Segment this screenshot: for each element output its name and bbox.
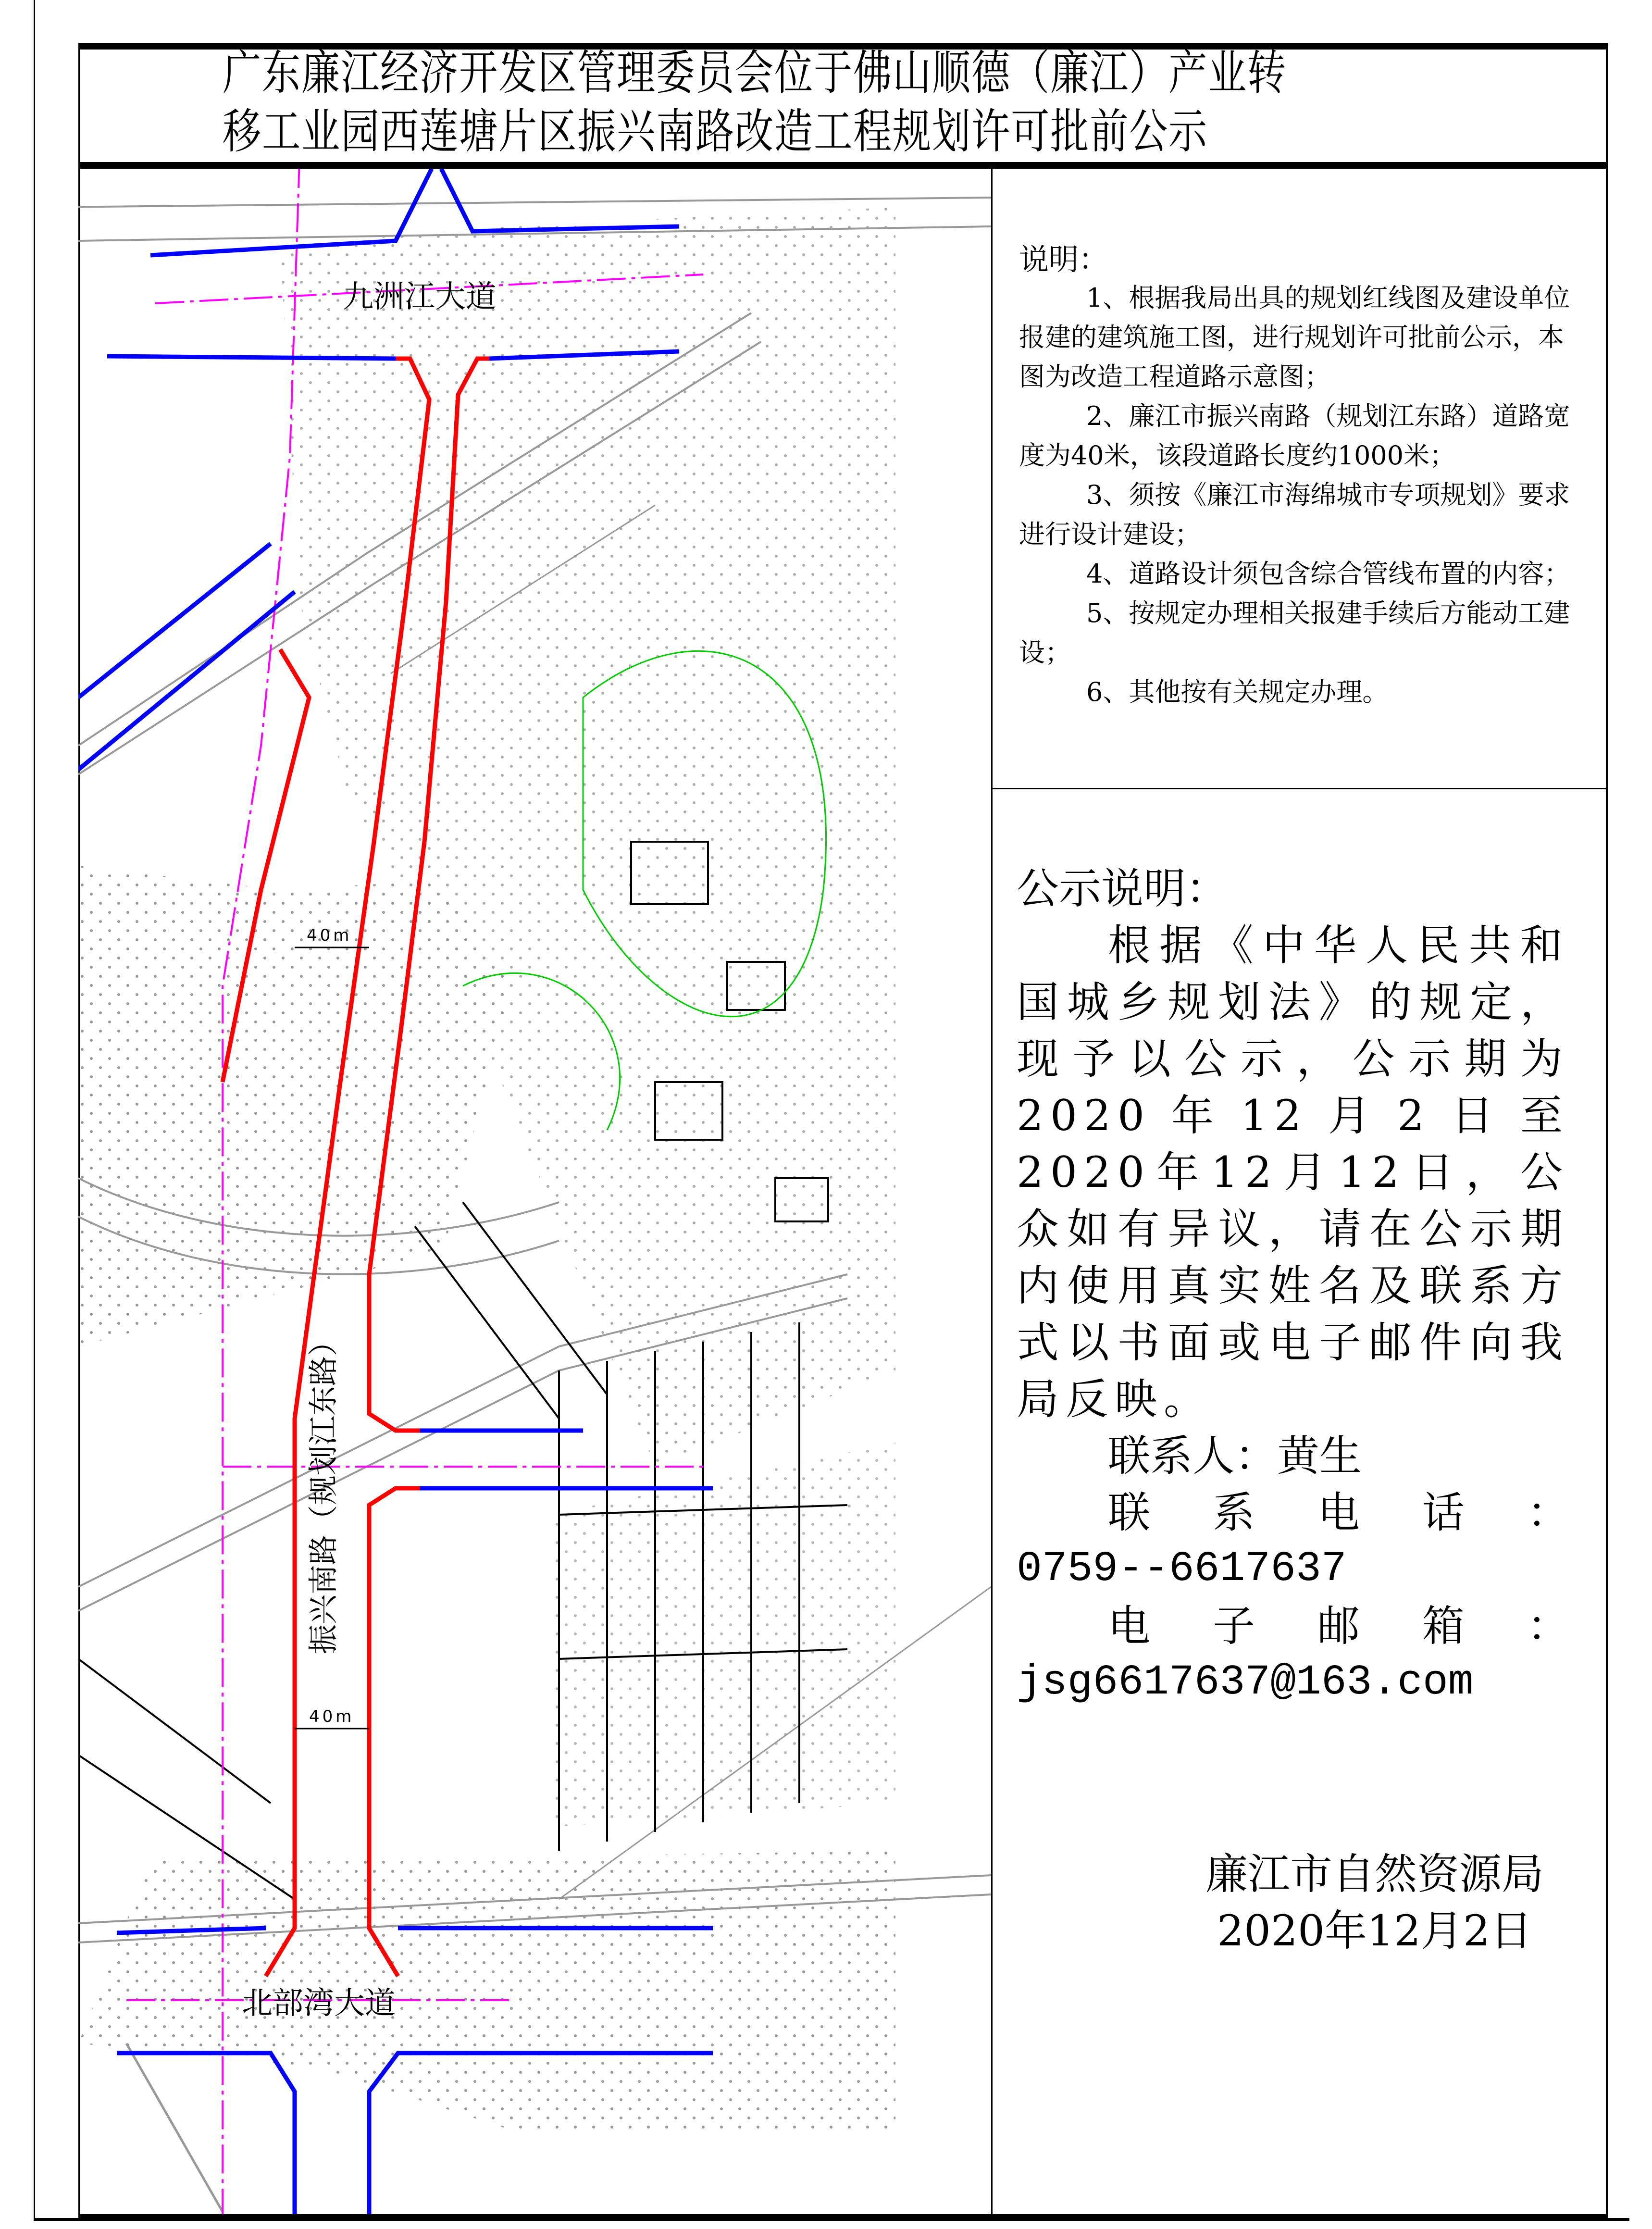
label-char: 箱 (1422, 1601, 1465, 1651)
width-dimension-label: 40m (309, 1707, 355, 1726)
issuing-organization: 廉江市自然资源局 (1205, 1849, 1544, 1899)
label-char: ： (1527, 1601, 1569, 1651)
planning-map (78, 169, 991, 2214)
phone-number: 0759--6617637 (1017, 1545, 1347, 1593)
label-char: 电 (1317, 1488, 1360, 1537)
notice-heading: 公示说明： (1017, 864, 1229, 913)
email-address[interactable]: jsg6617637@163.com (1017, 1659, 1474, 1706)
road-label-zhenxing-south: 振兴南路（规划江东路） (306, 1326, 341, 1654)
map-drawing (78, 169, 991, 2214)
email-label (1017, 1598, 1569, 1655)
label-char: ： (1527, 1488, 1569, 1537)
label-char: 联 (1108, 1488, 1151, 1537)
note-item: 1、根据我局出具的规划红线图及建设单位报建的建筑施工图，进行规划许可批前公示，本图为改造工程道路示意图； (1019, 283, 1570, 392)
road-label-beibuwan: 北部湾大道 (242, 1986, 396, 2021)
title-block (78, 43, 1608, 169)
note-item: 5、按规定办理相关报建手续后方能动工建设； (1019, 598, 1570, 668)
notes-panel (993, 169, 1608, 789)
note-item: 3、须按《廉江市海绵城市专项规划》要求进行设计建设； (1019, 480, 1570, 549)
label-char: 系 (1212, 1488, 1255, 1537)
notice-body: 根据《中华人民共和国城乡规划法》的规定，现予以公示，公示期为2020年12月2日至2020年12月12日，公众如有异议，请在公示期内使用真实姓名及联系方式以书面或电子邮件向我局反映。 (1017, 921, 1569, 1424)
signature-block (1163, 1846, 1586, 1959)
contact-person-row (1017, 1428, 1569, 1484)
road-label-jiuzhoujiang: 九洲江大道 (343, 279, 497, 315)
note-item: 6、其他按有关规定办理。 (1086, 677, 1389, 707)
contact-person-name: 黄生 (1277, 1431, 1362, 1481)
note-item: 2、廉江市振兴南路（规划江东路）道路宽度为40米，该段道路长度约1000米； (1019, 401, 1570, 471)
title-line-1: 广东廉江经济开发区管理委员会位于佛山顺德（廉江）产业转 (223, 46, 1287, 100)
label-char: 子 (1212, 1601, 1255, 1651)
notes-title: 说明： (1019, 242, 1109, 277)
issue-date: 2020年12月2日 (1217, 1906, 1532, 1955)
width-dimension-label: 40m (307, 926, 352, 945)
public-notice (1017, 860, 1569, 1711)
phone-label (1017, 1484, 1569, 1541)
title-line-2: 移工业园西莲塘片区振兴南路改造工程规划许可批前公示 (223, 104, 1208, 159)
note-item: 4、道路设计须包含综合管线布置的内容； (1086, 559, 1570, 589)
contact-person-label: 联系人： (1108, 1431, 1278, 1481)
label-char: 话 (1422, 1488, 1465, 1537)
label-char: 电 (1108, 1601, 1151, 1651)
label-char: 邮 (1317, 1601, 1360, 1651)
